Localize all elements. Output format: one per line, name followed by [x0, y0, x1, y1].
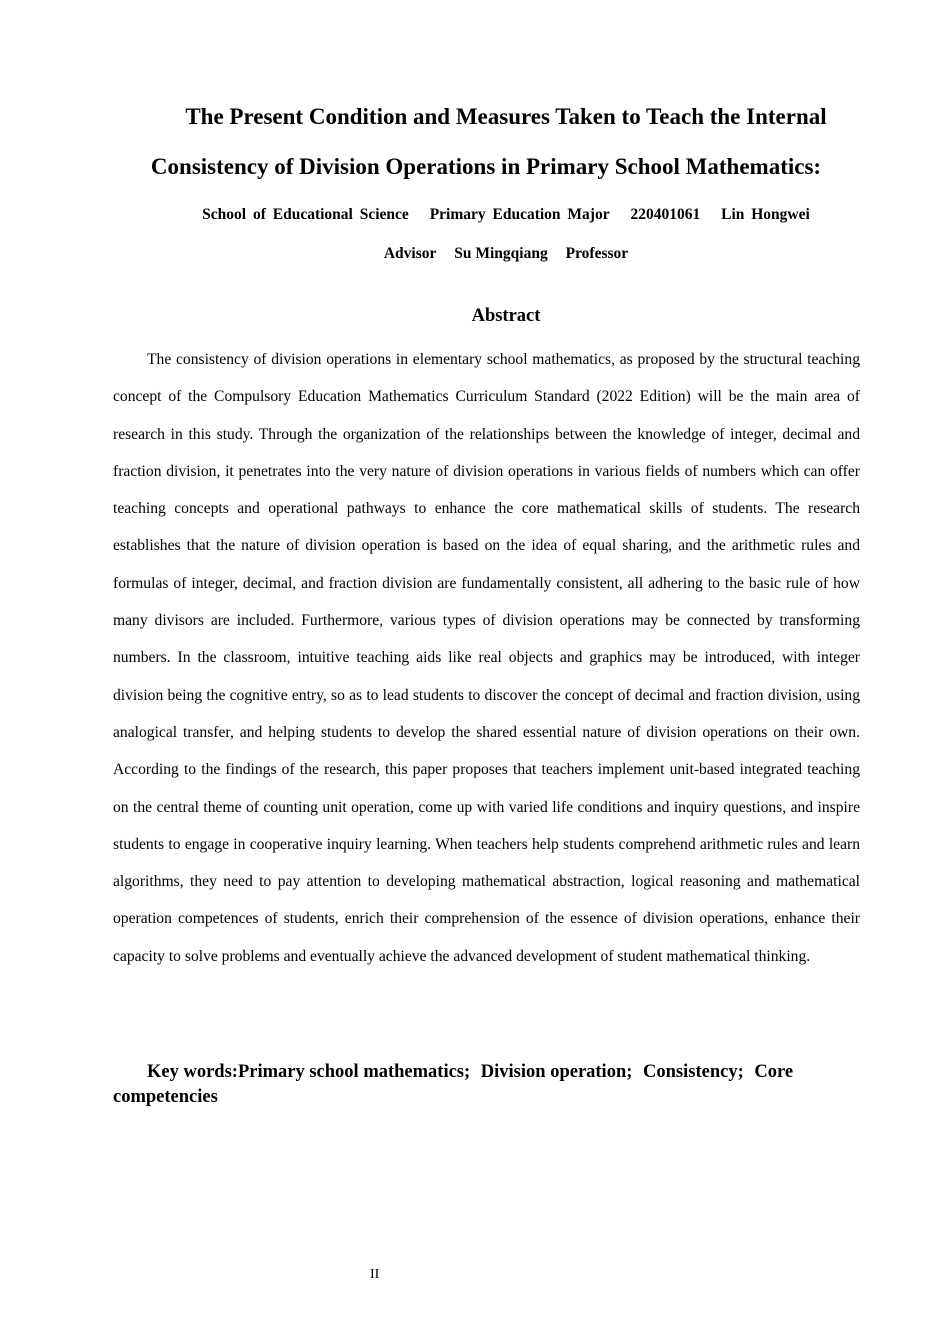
advisor-rank: Professor [565, 245, 629, 262]
author-major: Primary Education Major [429, 206, 610, 223]
abstract-heading: Abstract [471, 306, 541, 326]
page-number: II [370, 1267, 380, 1282]
abstract-body: The consistency of division operations in elementary school mathematics, as proposed by the structural teaching concept of the Compulsory Education Mathematics Curriculum Standard (2022 Edition) will be the main area of research in this study. Through the organization of the relationships between the knowledge of integer, decimal and fraction division, it penetrates into the very nature of division operations in various fields of numbers which can offer teaching concepts and operational pathways to enhance the core mathematical skills of students. The research establishes that the nature of division operation is based on the idea of equal sharing, and the arithmetic rules and formulas of integer, decimal, and fraction division are fundamentally consistent, all adhering to the basic rule of how many divisors are included. Furthermore, various types of division operations may be connected by transforming numbers. In the classroom, intuitive teaching aids like real objects and graphics may be introduced, with integer division being the cognitive entry, so as to lead students to discover the concept of decimal and fraction division, using analogical transfer, and helping students to develop the shared essential nature of division operations on their own. According to the findings of the research, this paper proposes that teachers implement unit-based integrated teaching on the central theme of counting unit operation, come up with varied life conditions and inquiry questions, and inspire students to engage in cooperative inquiry learning. When teachers help students comprehend arithmetic rules and learn algorithms, they need to pay attention to developing mathematical abstraction, logical reasoning and mathematical operation competences of students, enrich their comprehension of the essence of division operations, enhance their capacity to solve problems and eventually achieve the advanced development of student mathematical thinking. [113, 351, 860, 965]
keywords-label: Key words: [147, 1062, 238, 1082]
advisor-line [113, 242, 899, 266]
author-school: School of Educational Science [202, 206, 409, 223]
keyword-item: Consistency; [643, 1062, 744, 1082]
paper-title [113, 92, 859, 192]
advisor-label: Advisor [383, 245, 437, 262]
keyword-item: Division operation; [480, 1062, 633, 1082]
keywords [113, 1060, 833, 1110]
author-line [113, 203, 899, 227]
paper-title-line-1: The Present Condition and Measures Taken to Teach the Internal [185, 104, 827, 129]
advisor-name: Su Mingqiang [454, 245, 548, 262]
keyword-item: Primary school mathematics; [237, 1062, 471, 1082]
author-student-id: 220401061 [630, 206, 701, 223]
keyword-item: Core competencies [113, 1062, 794, 1107]
author-name: Lin Hongwei [721, 206, 810, 223]
paper-title-line-2: Consistency of Division Operations in Primary School Mathematics: [150, 154, 822, 179]
